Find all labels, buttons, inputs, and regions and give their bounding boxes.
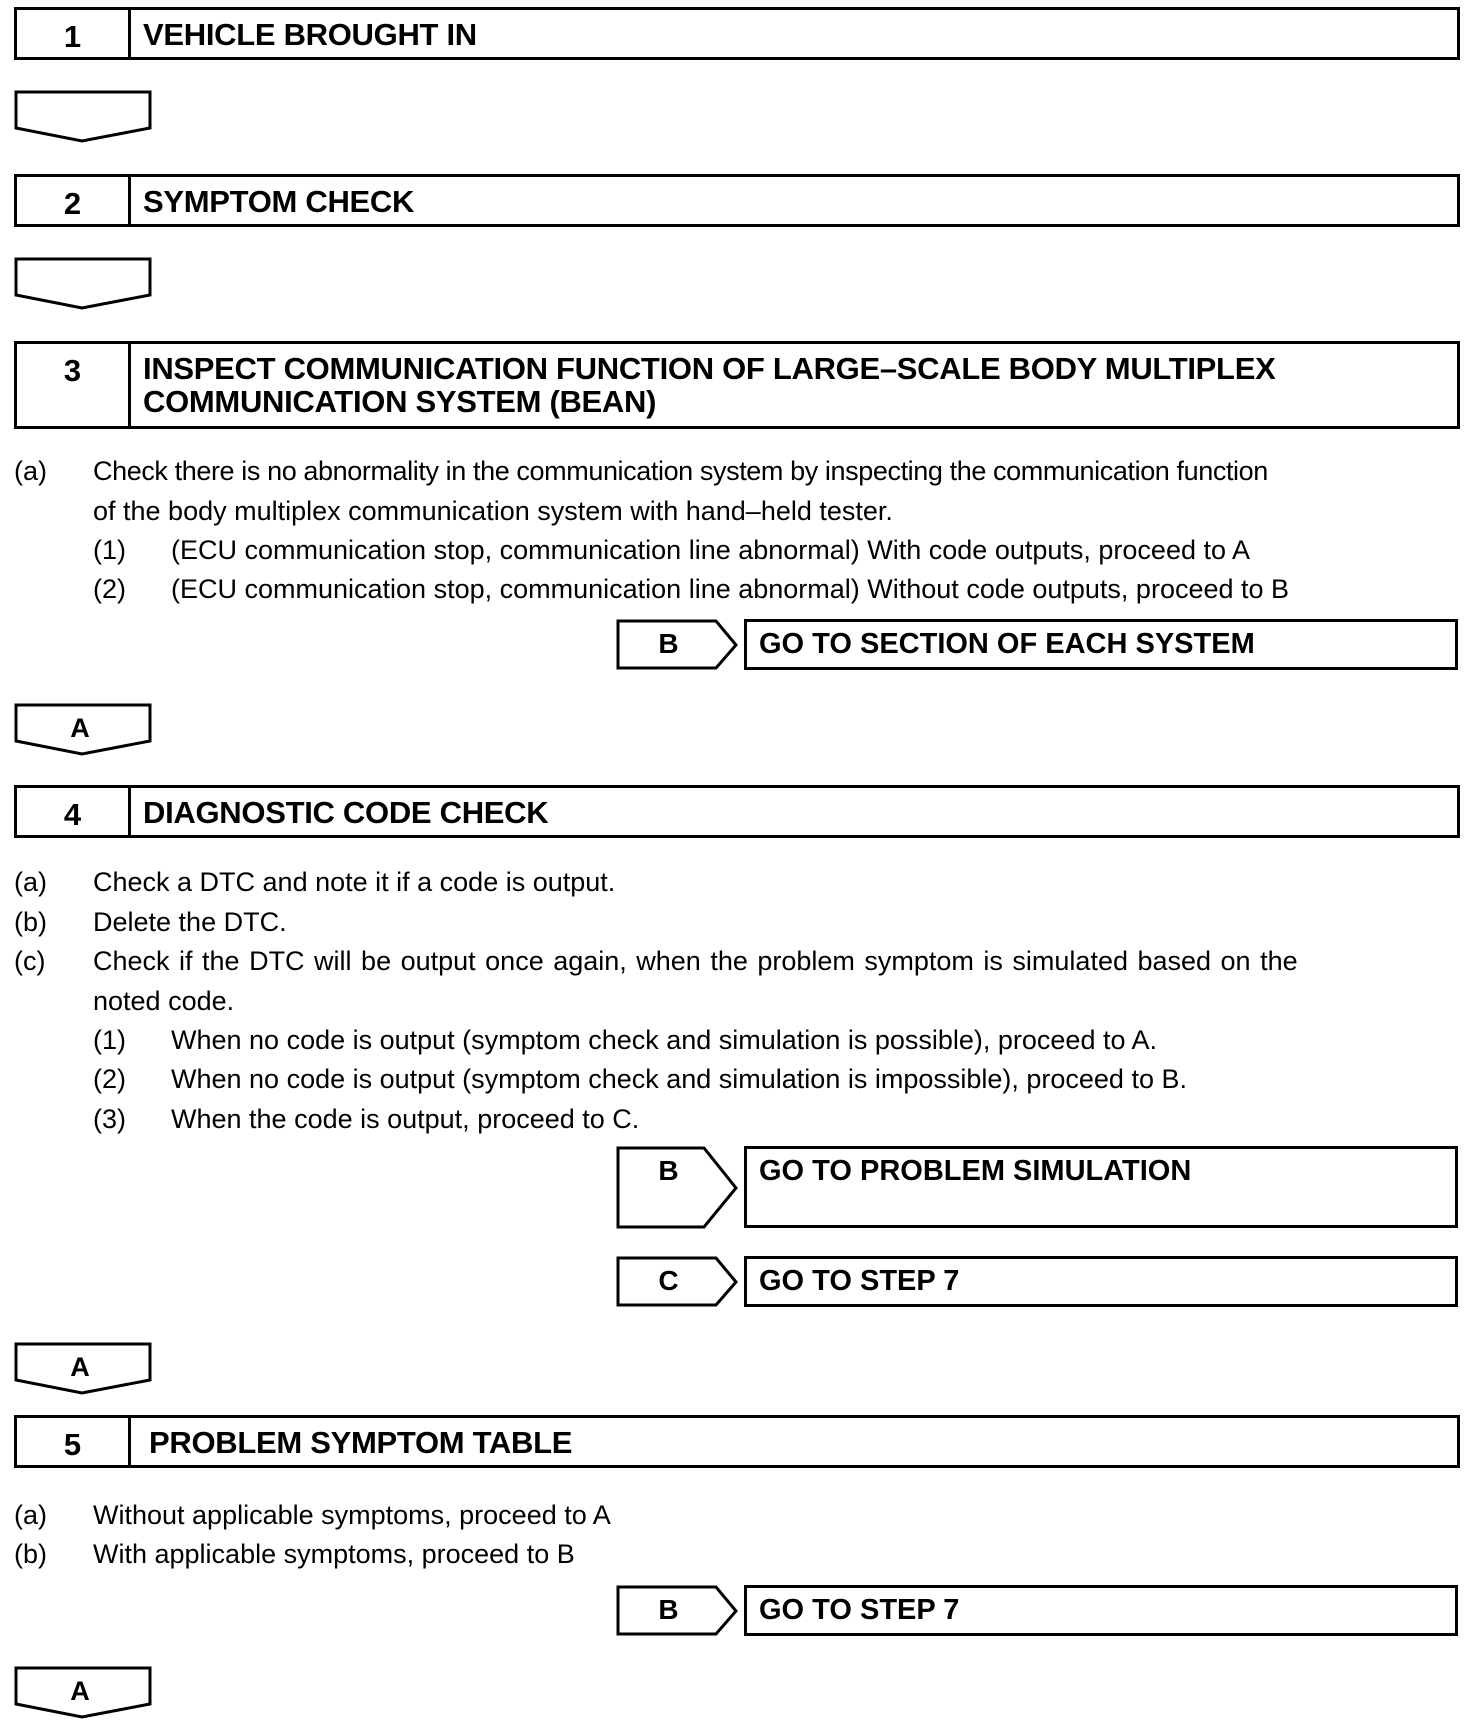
item-label: (3) [93,1104,126,1134]
item-text: Check if the DTC will be output once again, when the problem symptom is simulated based on the [93,946,1298,976]
item-text: Without applicable symptoms, proceed to A [93,1500,611,1530]
branch-label: B [658,628,679,659]
step-title: PROBLEM SYMPTOM TABLE [149,1425,573,1460]
step-title-line-2: COMMUNICATION SYSTEM (BEAN) [143,384,657,419]
item-text: Delete the DTC. [93,907,287,937]
step-title: VEHICLE BROUGHT IN [143,17,477,52]
step-4-header [14,785,1460,838]
item-label: (b) [14,907,47,937]
step-title-line-1: INSPECT COMMUNICATION FUNCTION OF LARGE–SCALE BODY MULTIPLEX [143,351,1276,386]
item-label: (2) [93,574,126,604]
flow-arrow-1 [14,90,152,140]
item-label: (a) [14,867,47,897]
flow-arrow-2 [14,257,152,307]
item-text: (ECU communication stop, communication line abnormal) With code outputs, proceed to A [171,535,1251,565]
item-text: With applicable symptoms, proceed to B [93,1539,575,1569]
step-title: SYMPTOM CHECK [143,184,415,219]
flow-arrow-5 [14,1666,152,1716]
item-text: (ECU communication stop, communication line abnormal) Without code outputs, proceed to B [171,574,1290,604]
item-label: (c) [14,946,46,976]
step-number: 1 [17,10,131,57]
step-number: 2 [17,177,131,224]
step-title: DIAGNOSTIC CODE CHECK [143,795,549,830]
step-number: 4 [17,788,131,835]
step-5-header [14,1415,1460,1468]
branch-label: B [658,1155,679,1186]
item-text: When no code is output (symptom check and simulation is possible), proceed to A. [171,1025,1158,1055]
flow-label: A [70,713,90,743]
step-number: 5 [17,1418,131,1465]
item-text-continued: of the body multiplex communication system with hand–held tester. [93,496,893,526]
down-arrow-icon [14,257,154,311]
step-3-header [14,341,1460,429]
branch-destination[interactable]: GO TO STEP 7 [744,1585,1458,1636]
branch-destination[interactable]: GO TO STEP 7 [744,1256,1458,1307]
flow-label: A [70,1352,90,1382]
item-label: (a) [14,456,47,486]
item-text: Check a DTC and note it if a code is output. [93,867,616,897]
down-arrow-icon [14,90,154,144]
item-text: When no code is output (symptom check and simulation is impossible), proceed to B. [171,1064,1187,1094]
branch-destination[interactable]: GO TO PROBLEM SIMULATION [744,1146,1458,1228]
item-label: (b) [14,1539,47,1569]
step-number: 3 [17,344,131,426]
branch-label: C [658,1265,679,1296]
item-text-continued: noted code. [93,986,235,1016]
branch-label: B [658,1594,679,1625]
item-text: When the code is output, proceed to C. [171,1104,640,1134]
item-label: (a) [14,1500,47,1530]
flow-label: A [70,1676,90,1706]
step-1-header [14,7,1460,60]
item-text: Check there is no abnormality in the communication system by inspecting the communication function [93,456,1268,486]
item-label: (1) [93,1025,126,1055]
flow-arrow-3 [14,703,152,753]
step-title [131,344,1457,426]
item-label: (2) [93,1064,126,1094]
branch-destination[interactable]: GO TO SECTION OF EACH SYSTEM [744,619,1458,670]
step-2-header [14,174,1460,227]
flow-arrow-4 [14,1342,152,1392]
item-label: (1) [93,535,126,565]
